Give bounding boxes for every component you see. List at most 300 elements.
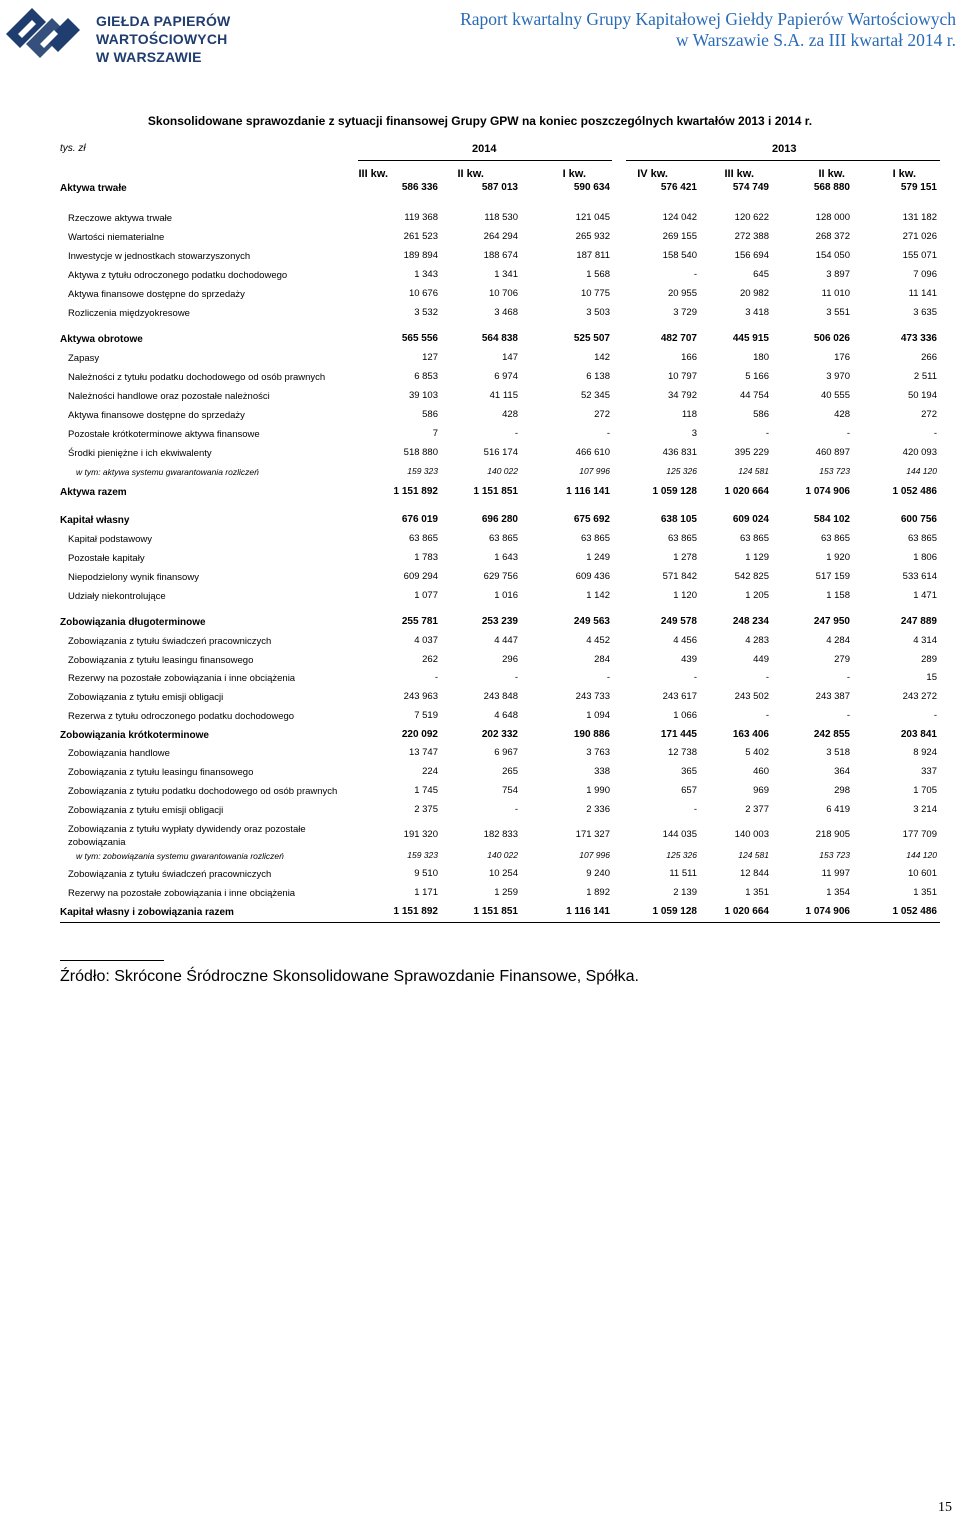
row-value: 119 368	[404, 212, 438, 223]
row-value: 3 729	[673, 307, 697, 318]
row-value: 154 050	[815, 250, 850, 261]
row-value: 40 555	[820, 390, 850, 401]
row-value: 586	[753, 409, 769, 420]
row-value: 395 229	[734, 447, 769, 458]
row-value: 191 320	[403, 829, 438, 840]
row-value: 5 402	[745, 747, 769, 758]
row-value: 63 865	[580, 533, 610, 544]
row-value: 517 159	[815, 571, 850, 582]
row-label: Aktywa finansowe dostępne do sprzedaży	[68, 410, 245, 421]
row-value: 12 738	[667, 747, 697, 758]
row-value: 1 074 906	[805, 486, 850, 497]
table-row	[0, 212, 960, 225]
row-value: 449	[753, 654, 769, 665]
row-value: 131 182	[902, 212, 937, 223]
table-row	[0, 906, 960, 919]
row-value: 542 825	[734, 571, 769, 582]
row-value: 156 694	[734, 250, 769, 261]
table-row	[0, 514, 960, 527]
row-value: 44 754	[739, 390, 769, 401]
row-value: 171 327	[575, 829, 610, 840]
row-value: -	[765, 710, 769, 721]
table-row	[0, 352, 960, 365]
row-label: Aktywa z tytułu odroczonego podatku dochodowego	[68, 270, 288, 281]
row-label: Inwestycje w jednostkach stowarzyszonych	[68, 251, 251, 262]
row-value: 565 556	[401, 333, 438, 344]
row-value: 482 707	[660, 333, 697, 344]
row-value: 224	[422, 766, 438, 777]
table-row	[0, 710, 960, 723]
table-row	[0, 616, 960, 629]
table-row	[0, 887, 960, 900]
report-title-line: Raport kwartalny Grupy Kapitałowej Giełdy Papierów Wartościowych	[460, 9, 956, 29]
row-value: 338	[594, 766, 610, 777]
table-row	[0, 466, 960, 479]
row-value: 15	[926, 672, 937, 683]
row-value: 1 059 128	[652, 486, 697, 497]
row-value: 3 897	[826, 269, 850, 280]
row-value: 63 865	[739, 533, 769, 544]
row-value: 159 323	[407, 850, 438, 860]
row-value: 7 096	[913, 269, 937, 280]
row-value: 155 071	[902, 250, 937, 261]
row-value: 571 842	[662, 571, 697, 582]
row-value: 247 950	[813, 616, 850, 627]
row-value: 1 116 141	[566, 486, 610, 497]
row-value: 1 783	[414, 552, 438, 563]
row-value: 1 120	[673, 590, 697, 601]
row-value: 266	[921, 352, 937, 363]
row-value: 52 345	[580, 390, 610, 401]
row-value: 1 077	[414, 590, 438, 601]
row-value: 7	[432, 428, 438, 439]
table-row	[0, 804, 960, 817]
row-value: 365	[681, 766, 697, 777]
row-label: Kapitał własny i zobowiązania razem	[60, 907, 234, 918]
row-value: 675 692	[573, 514, 610, 525]
row-value: 13 747	[408, 747, 438, 758]
row-value: 1 158	[826, 590, 850, 601]
report-title	[460, 9, 956, 51]
row-value: 1 920	[826, 552, 850, 563]
row-value: 265	[502, 766, 518, 777]
row-value: 187 811	[576, 250, 610, 261]
row-label: Rzeczowe aktywa trwałe	[68, 213, 173, 224]
row-value: 124 581	[738, 466, 769, 476]
row-value: 676 019	[401, 514, 438, 525]
table-row	[0, 590, 960, 603]
row-value: 243 848	[483, 691, 518, 702]
row-value: 4 447	[494, 635, 518, 646]
row-value: 1 806	[913, 552, 937, 563]
row-value: 5 166	[745, 371, 769, 382]
row-value: -	[693, 672, 697, 683]
row-value: 1 171	[414, 887, 438, 898]
row-value: 1 151 851	[473, 486, 518, 497]
footnote-divider	[60, 960, 164, 961]
table-row	[0, 307, 960, 320]
row-value: 1 016	[494, 590, 518, 601]
row-value: 2 139	[673, 887, 697, 898]
row-value: 576 421	[660, 182, 697, 193]
row-label: Niepodzielony wynik finansowy	[68, 572, 199, 583]
row-value: 4 284	[826, 635, 850, 646]
row-value: 1 052 486	[892, 486, 937, 497]
row-label: Rozliczenia międzyokresowe	[68, 308, 190, 319]
row-label: Aktywa razem	[60, 487, 127, 498]
row-value: 11 141	[908, 288, 937, 299]
row-value: -	[693, 269, 697, 280]
table-row	[0, 333, 960, 346]
row-label: Zobowiązania z tytułu leasingu finansowego	[68, 767, 254, 778]
year-divider	[626, 160, 940, 161]
row-value: 3 532	[414, 307, 438, 318]
row-value: 1 568	[586, 269, 610, 280]
year-divider	[358, 160, 612, 161]
row-value: -	[606, 672, 610, 683]
row-value: 2 511	[913, 371, 937, 382]
row-value: 144 035	[662, 829, 697, 840]
row-value: 11 010	[821, 288, 850, 299]
row-value: 533 614	[902, 571, 937, 582]
row-value: 39 103	[408, 390, 438, 401]
table-row	[0, 288, 960, 301]
row-value: 202 332	[481, 729, 518, 740]
row-value: 262	[422, 654, 438, 665]
row-value: 171 445	[660, 729, 697, 740]
table-row	[0, 672, 960, 685]
row-value: -	[846, 710, 850, 721]
gpw-logo-icon	[2, 4, 90, 64]
row-label: Zobowiązania długoterminowe	[60, 617, 206, 628]
row-value: 127	[422, 352, 438, 363]
row-value: -	[765, 672, 769, 683]
row-value: 506 026	[813, 333, 850, 344]
row-value: 1 249	[586, 552, 610, 563]
table-row	[0, 747, 960, 760]
row-value: 645	[753, 269, 769, 280]
row-value: 579 151	[900, 182, 937, 193]
logo-line: WARTOŚCIOWYCH	[96, 31, 228, 47]
row-value: 9 510	[414, 868, 438, 879]
row-value: 182 833	[483, 829, 518, 840]
row-value: 564 838	[481, 333, 518, 344]
row-value: 1 020 664	[724, 906, 769, 917]
row-value: 460	[753, 766, 769, 777]
row-label: Środki pieniężne i ich ekwiwalenty	[68, 448, 212, 459]
row-value: 1 990	[586, 785, 610, 796]
row-value: -	[846, 428, 850, 439]
row-value: 10 775	[580, 288, 610, 299]
row-value: 269 155	[662, 231, 697, 242]
row-value: 574 749	[732, 182, 769, 193]
row-label: Zobowiązania z tytułu wypłaty dywidendy oraz pozostałe zobowiązania	[68, 824, 306, 848]
row-value: 1 151 892	[393, 486, 438, 497]
row-value: 4 456	[673, 635, 697, 646]
row-value: 1 151 851	[473, 906, 518, 917]
row-value: 144 120	[906, 466, 937, 476]
row-value: 124 042	[662, 212, 697, 223]
row-value: 2 375	[414, 804, 438, 815]
row-value: 176	[834, 352, 850, 363]
row-label: Należności z tytułu podatku dochodowego od osób prawnych	[68, 372, 326, 383]
year-header-2013: 2013	[772, 143, 797, 155]
row-value: 590 634	[573, 182, 610, 193]
row-value: 3 518	[826, 747, 850, 758]
row-value: 142	[594, 352, 610, 363]
row-value: 249 578	[660, 616, 697, 627]
row-label: Zobowiązania handlowe	[68, 748, 170, 759]
row-value: -	[765, 428, 769, 439]
row-value: 754	[502, 785, 518, 796]
row-value: 298	[834, 785, 850, 796]
table-row	[0, 785, 960, 798]
row-value: 518 880	[403, 447, 438, 458]
report-title-line: w Warszawie S.A. za III kwartał 2014 r.	[675, 30, 956, 50]
row-value: 265 932	[575, 231, 610, 242]
row-value: 9 240	[586, 868, 610, 879]
row-value: 1 745	[414, 785, 438, 796]
table-row	[0, 691, 960, 704]
row-value: 4 283	[745, 635, 769, 646]
row-value: 34 792	[667, 390, 697, 401]
row-value: 284	[594, 654, 610, 665]
row-label: Aktywa obrotowe	[60, 334, 143, 345]
row-value: 279	[834, 654, 850, 665]
row-value: 268 372	[815, 231, 850, 242]
row-value: 220 092	[401, 729, 438, 740]
row-value: 600 756	[900, 514, 937, 525]
table-row	[0, 447, 960, 460]
row-value: 243 617	[662, 691, 697, 702]
row-value: -	[514, 672, 518, 683]
quarter-header: II kw.	[457, 168, 484, 180]
row-value: 1 471	[913, 590, 937, 601]
row-value: 473 336	[900, 333, 937, 344]
quarter-header: III kw.	[724, 168, 754, 180]
row-value: 1 052 486	[892, 906, 937, 917]
row-label: Zobowiązania z tytułu leasingu finansowego	[68, 655, 254, 666]
row-value: 255 781	[401, 616, 438, 627]
row-value: -	[846, 672, 850, 683]
row-value: 125 326	[666, 850, 697, 860]
row-value: 163 406	[732, 729, 769, 740]
row-value: 428	[834, 409, 850, 420]
quarter-header: II kw.	[818, 168, 845, 180]
row-value: 1 142	[586, 590, 610, 601]
row-value: 247 889	[900, 616, 937, 627]
row-label: Aktywa finansowe dostępne do sprzedaży	[68, 289, 245, 300]
row-value: 3 503	[586, 307, 610, 318]
row-value: 11 511	[669, 868, 697, 879]
row-value: 584 102	[813, 514, 850, 525]
row-label: Zobowiązania z tytułu emisji obligacji	[68, 692, 224, 703]
row-value: -	[514, 428, 518, 439]
row-value: 337	[921, 766, 937, 777]
table-row	[0, 868, 960, 881]
row-value: 166	[681, 352, 697, 363]
row-value: 63 865	[820, 533, 850, 544]
row-value: 6 419	[826, 804, 850, 815]
row-value: 586 336	[401, 182, 438, 193]
row-value: 3 551	[826, 307, 850, 318]
row-value: 63 865	[408, 533, 438, 544]
row-value: 63 865	[667, 533, 697, 544]
unit-label: tys. zł	[60, 143, 86, 154]
row-value: 609 024	[732, 514, 769, 525]
row-value: 242 855	[813, 729, 850, 740]
row-value: 364	[834, 766, 850, 777]
row-label: Kapitał własny	[60, 515, 130, 526]
table-row	[0, 486, 960, 499]
row-value: 629 756	[483, 571, 518, 582]
table-row	[0, 552, 960, 565]
row-value: 218 905	[815, 829, 850, 840]
row-value: 153 723	[819, 466, 850, 476]
row-value: 1 074 906	[805, 906, 850, 917]
row-value: 525 507	[573, 333, 610, 344]
row-value: 969	[753, 785, 769, 796]
row-value: 189 894	[403, 250, 438, 261]
table-row	[0, 182, 960, 195]
row-value: 264 294	[483, 231, 518, 242]
table-row	[0, 231, 960, 244]
table-row	[0, 729, 960, 742]
row-value: 272	[921, 409, 937, 420]
row-value: 466 610	[575, 447, 610, 458]
row-value: 159 323	[407, 466, 438, 476]
row-label: Należności handlowe oraz pozostałe należności	[68, 391, 270, 402]
logo-line: GIEŁDA PAPIERÓW	[96, 13, 231, 29]
row-value: 1 351	[745, 887, 769, 898]
logo-line: W WARSZAWIE	[96, 49, 202, 65]
row-value: 587 013	[481, 182, 518, 193]
row-value: 609 436	[575, 571, 610, 582]
row-value: 1 205	[745, 590, 769, 601]
row-label: Udziały niekontrolujące	[68, 591, 166, 602]
row-value: 460 897	[815, 447, 850, 458]
row-label: w tym: zobowiązania systemu gwarantowania rozliczeń	[76, 851, 284, 861]
row-value: 243 733	[575, 691, 610, 702]
row-value: 177 709	[902, 829, 937, 840]
row-value: 120 622	[734, 212, 769, 223]
row-value: 3	[691, 428, 697, 439]
row-value: 140 022	[487, 850, 518, 860]
row-value: 1 129	[745, 552, 769, 563]
row-value: 190 886	[573, 729, 610, 740]
row-value: 243 963	[403, 691, 438, 702]
quarter-header: I kw.	[892, 168, 916, 180]
row-value: 1 341	[494, 269, 518, 280]
table-row	[0, 766, 960, 779]
row-value: 147	[502, 352, 518, 363]
row-value: 272 388	[734, 231, 769, 242]
row-value: 261 523	[403, 231, 438, 242]
row-value: 7 519	[414, 710, 438, 721]
row-value: 41 115	[489, 390, 518, 401]
row-value: -	[693, 804, 697, 815]
row-value: 249 563	[573, 616, 610, 627]
logo-text	[96, 12, 230, 66]
row-value: 203 841	[900, 729, 937, 740]
table-row	[0, 635, 960, 648]
row-value: 63 865	[488, 533, 518, 544]
row-value: 3 970	[826, 371, 850, 382]
row-label: Rezerwy na pozostałe zobowiązania i inne obciążenia	[68, 673, 296, 684]
row-value: 1 059 128	[652, 906, 697, 917]
row-value: 6 853	[414, 371, 438, 382]
row-value: 10 706	[488, 288, 518, 299]
row-label: Rezerwa z tytułu odroczonego podatku dochodowego	[68, 711, 295, 722]
table-bottom-line	[60, 922, 940, 923]
row-label: Rezerwy na pozostałe zobowiązania i inne obciążenia	[68, 888, 296, 899]
row-value: 4 037	[414, 635, 438, 646]
row-value: 243 502	[734, 691, 769, 702]
row-label: Zobowiązania krótkoterminowe	[60, 730, 209, 741]
row-value: -	[933, 710, 937, 721]
row-value: 445 915	[732, 333, 769, 344]
row-value: 6 138	[586, 371, 610, 382]
row-value: 657	[681, 785, 697, 796]
row-value: 1 351	[913, 887, 937, 898]
row-value: 3 468	[494, 307, 518, 318]
row-value: 4 648	[494, 710, 518, 721]
row-value: 1 066	[673, 710, 697, 721]
row-value: 144 120	[906, 850, 937, 860]
table-row	[0, 390, 960, 403]
row-value: 638 105	[660, 514, 697, 525]
row-label: Zobowiązania z tytułu świadczeń pracowniczych	[68, 869, 272, 880]
row-value: 420 093	[902, 447, 937, 458]
row-value: 124 581	[738, 850, 769, 860]
row-value: 272	[594, 409, 610, 420]
table-row	[0, 428, 960, 441]
row-value: 10 676	[408, 288, 438, 299]
row-label: Wartości niematerialne	[68, 232, 165, 243]
table-row	[0, 533, 960, 546]
row-value: 63 865	[907, 533, 937, 544]
row-value: 1 354	[826, 887, 850, 898]
row-value: -	[933, 428, 937, 439]
row-value: 118 530	[484, 212, 518, 223]
row-label: w tym: aktywa systemu gwarantowania rozliczeń	[76, 467, 259, 477]
row-value: -	[606, 428, 610, 439]
row-value: 1 892	[586, 887, 610, 898]
row-value: 439	[681, 654, 697, 665]
row-value: 20 982	[739, 288, 769, 299]
table-row	[0, 250, 960, 263]
row-value: 1 343	[414, 269, 438, 280]
row-value: 609 294	[403, 571, 438, 582]
row-value: 1 094	[586, 710, 610, 721]
row-label: Zobowiązania z tytułu podatku dochodowego od osób prawnych	[68, 786, 338, 797]
row-value: 4 452	[586, 635, 610, 646]
row-value: 1 151 892	[393, 906, 438, 917]
quarter-header: III kw.	[358, 168, 388, 180]
row-value: 248 234	[732, 616, 769, 627]
row-value: -	[514, 804, 518, 815]
row-value: 1 020 664	[724, 486, 769, 497]
year-header-2014: 2014	[472, 143, 497, 155]
row-value: 10 601	[907, 868, 937, 879]
row-label: Zobowiązania z tytułu świadczeń pracowniczych	[68, 636, 272, 647]
row-value: 107 996	[579, 850, 610, 860]
row-value: 2 336	[586, 804, 610, 815]
row-value: 1 643	[494, 552, 518, 563]
row-value: 11 997	[821, 868, 850, 879]
row-value: 140 003	[734, 829, 769, 840]
row-value: 3 635	[913, 307, 937, 318]
